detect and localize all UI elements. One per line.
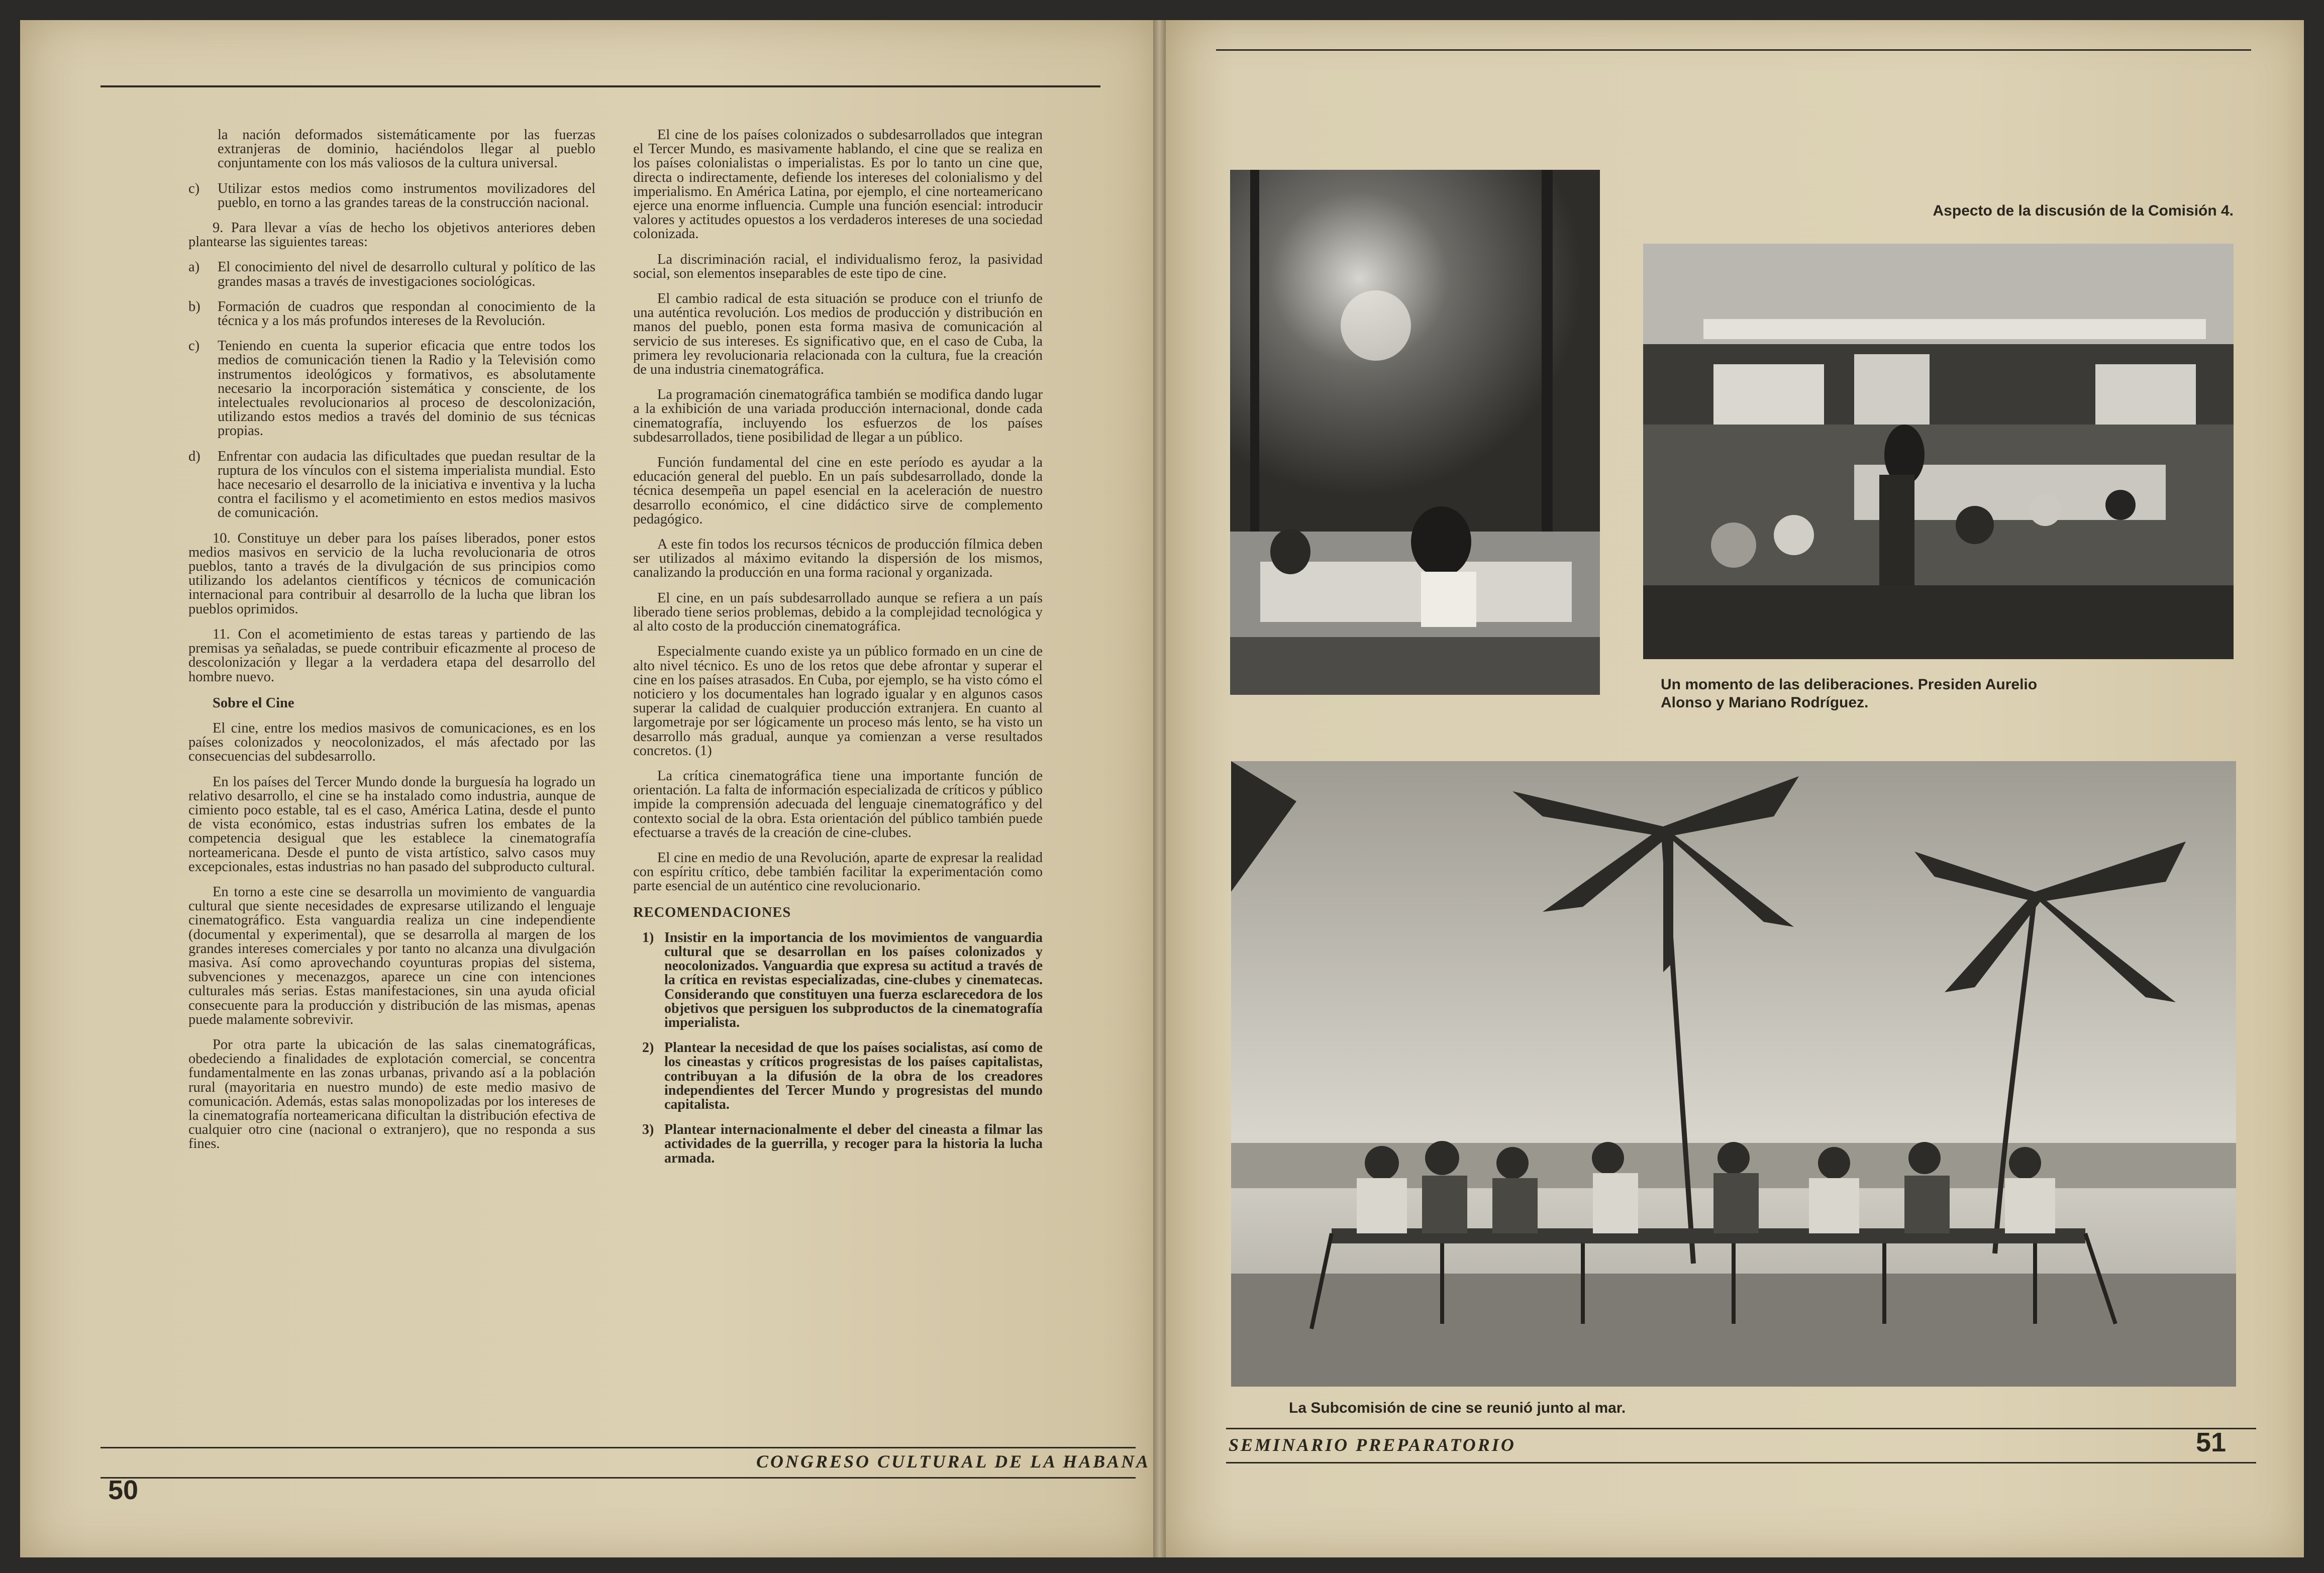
left-page [20,20,1153,1557]
photo-commission-room-image [1230,170,1600,695]
recommendation-1: 1) Insistir en la importancia de los movimientos de vanguardia cultural que se desarrollan en los países colonizados y neocolonizados. Vanguardia que expresa su actitud a través de la crítica en revistas especializadas, cine-clubes y cinematecas. Considerando que constituyen una fuerza esclarecedora de los objetivos que persiguen los subproductos de la cinematografía imperialista. [642,929,1043,1030]
recommendation-3: 3) Plantear internacionalmente el deber del cineasta a filmar las actividades de la guerrilla, y recoger para la historia la lucha armada. [642,1122,1043,1166]
page-number: 51 [2196,1427,2227,1457]
footer-title: SEMINARIO PREPARATORIO [1229,1435,1516,1455]
para-10: 10. Constituye un deber para los países liberados, poner estos medios masivos en servicio de la lucha revolucionaria de otros pueblos, tanto a través de la divulgación de sus principios como utilizando los adelantos científicos y técnicos de comunicación internacional para contribuir al desarrollo de la lucha que libran los pueblos oprimidos. [188,530,595,617]
footer-rule-top [1226,1428,2256,1429]
footer-title: CONGRESO CULTURAL DE LA HABANA [756,1451,1151,1472]
item-b-tail: la nación deformados sistemáticamente por las fuerzas extranjeras de dominio, haciéndolos llegar al pueblo conjuntamente con los más valiosos de la cultura universal. [218,127,595,171]
col2-para-4: La programación cinematográfica también se modifica dando lugar a la exhibición de una variada producción internacional, donde cada cinematografía, incluyendo los esfuerzos de los países subdesarrollados, tiene posibilidad de llegar a un público. [633,387,1043,445]
photo-beach-meeting [1231,761,2236,1387]
photo-deliberations-image [1643,244,2234,659]
col2-para-7: El cine, en un país subdesarrollado aunque se refiera a un país liberado tiene serios problemas, debido a la complejidad tecnológica y al alto costo de la producción cinematográfica. [633,590,1043,635]
footer-rule-top [100,1447,1136,1448]
photo-commission-room [1230,170,1600,695]
col2-para-10: El cine en medio de una Revolución, aparte de expresar la realidad con espíritu crítico, debe también facilitar la experimentación como parte esencial de un auténtico cine revolucionario. [633,850,1043,894]
col2-para-6: A este fin todos los recursos técnicos de producción fílmica deben ser utilizados al máximo evitando la dispersión de los mismos, canalizando la producción en una forma racional y organizada. [633,537,1043,581]
top-rule [1216,49,2251,51]
heading-recomendaciones: RECOMENDACIONES [633,904,791,920]
caption-commission-4: Aspecto de la discusión de la Comisión 4. [1933,202,2234,219]
photo-deliberations [1643,244,2234,659]
book-spine [1153,20,1166,1557]
task-c: c) Teniendo en cuenta la superior eficacia que entre todos los medios de comunicación tienen la Radio y la Televisión como instrumentos ideológicos y formativos, es absolutamente necesario la incorporación sistemática y consciente, de los intelectuales revolucionarios al proceso de descolonización, utilizando estos medios a través del dominio de sus técnicas propias. [188,338,595,439]
cine-para-3: En torno a este cine se desarrolla un movimiento de vanguardia cultural que siente necesidades de expresarse utilizando el lenguaje cinematográfico. Esta vanguardia realiza un cine independiente (documental y experimental), que se desarrolla al margen de los grandes intereses comerciales y por tanto no alcanza una divulgación masiva. Así como aprovechando coyunturas propias del sistema, subvenciones y mecenazgos, aparece un cine con intenciones culturales más serias. Estas manifestaciones, sin una ayuda oficial consecuente para la producción y distribución de las mismas, apenas puede malamente sobrevivir. [188,884,595,1027]
item-c: c) Utilizar estos medios como instrumentos movilizadores del pueblo, en torno a las grandes tareas de la construcción nacional. [188,180,595,211]
caption-deliberations: Un momento de las deliberaciones. Presiden Aurelio Alonso y Mariano Rodríguez. [1661,676,2038,711]
cine-para-1: El cine, entre los medios masivos de comunicaciones, es en los países colonizados y neocolonizados, el más afectado por las consecuencias del subdesarrollo. [188,720,595,765]
col2-para-5: Función fundamental del cine en este período es ayudar a la educación general del pueblo. En un país subdesarrollado, donde la técnica desempeña un papel esencial en la aceleración de nuestro desarrollo económico, el cine didáctico sirve de complemento pedagógico. [633,455,1043,527]
recommendation-2: 2) Plantear la necesidad de que los países socialistas, así como de los cineastas y críticos progresistas de los países capitalistas, contribuyan a la difusión de la obra de los creadores independientes del Tercer Mundo y progresistas del mundo capitalista. [642,1040,1043,1112]
page-number: 50 [108,1475,139,1505]
left-column-1 [188,128,595,1163]
col2-para-9: La crítica cinematográfica tiene una importante función de orientación. La falta de información especializada de críticos y público impide la comprensión adecuada del lenguaje cinematográfico y del contexto social de la obra. Esta orientación del público también puede efectuarse a través de la creación de cine-clubes. [633,768,1043,841]
para-9: 9. Para llevar a vías de hecho los objetivos anteriores deben plantearse las siguientes tareas: [188,220,595,250]
top-rule [100,85,1100,87]
cine-para-4: Por otra parte la ubicación de las salas cinematográficas, obedeciendo a finalidades de explotación comercial, se concentra fundamentalmente en las zonas urbanas, privando así a la población rural (mayoritaria en nuestro mundo) de este medio masivo de comunicación. Además, estas salas monopolizadas por los intereses de la cinematografía norteamericana dificultan la distribución efectiva de cualquier otro cine (nacional o extranjero), que no responda a sus fines. [188,1036,595,1152]
caption-beach: La Subcomisión de cine se reunió junto al mar. [1289,1400,1626,1416]
footer-rule-bottom [100,1477,1136,1479]
footer-rule-bottom [1226,1462,2256,1463]
para-11: 11. Con el acometimiento de estas tareas y partiendo de las premisas ya señaladas, se puede contribuir eficazmente al proceso de descolonización y llegar a la verdadera etapa del desarrollo del hombre nuevo. [188,626,595,685]
task-d: d) Enfrentar con audacia las dificultades que puedan resultar de la ruptura de los vínculos con el sistema imperialista mundial. Esto hace necesario el desarrollo de la iniciativa e inventiva y la lucha contra el facilismo y el acometimiento en estos medios masivos de comunicación. [188,448,595,521]
col2-para-1: El cine de los países colonizados o subdesarrollados que integran el Tercer Mundo, es masivamente hablando, el cine que se realiza en los países colonialistas o imperialistas. Es por lo tanto un cine que, directa o indirectamente, defiende los intereses del colonialismo y del imperialismo. En América Latina, por ejemplo, el cine norteamericano ejerce una enorme influencia. Cumple una función esencial: introducir valores y actitudes opuestos a los verdaderos intereses de una sociedad colonizada. [633,127,1043,242]
task-b: b) Formación de cuadros que respondan al conocimiento de la técnica y a los más profundos intereses de la Revolución. [188,298,595,329]
task-a: a) El conocimiento del nivel de desarrollo cultural y político de las grandes masas a través de investigaciones sociológicas. [188,259,595,289]
col2-para-2: La discriminación racial, el individualismo feroz, la pasividad social, son elementos inseparables de este tipo de cine. [633,251,1043,281]
cine-para-2: En los países del Tercer Mundo donde la burguesía ha logrado un relativo desarrollo, el cine se ha instalado como industria, aunque de cimiento poco estable, tal es el caso, América Latina, desde el punto de vista económico, estas industrias sufren los embates de la competencia desigual que les establece la cinematografía norteamericana. Desde el punto de vista artístico, salvo casos muy excepcionales, estas industrias no han pasado del subproducto cultural. [188,774,595,875]
right-page [1166,20,2304,1557]
heading-sobre-el-cine: Sobre el Cine [213,695,294,711]
col2-para-3: El cambio radical de esta situación se produce con el triunfo de una auténtica revolución. Los medios de producción y distribución en manos del pueblo, ponen esta forma masiva de comunicación al servicio de sus intereses. Es significativo que, en el caso de Cuba, la primera ley revolucionaria relacionada con la cultura, fue la creación de una industria cinematográfica. [633,291,1043,378]
left-column-2 [633,128,1043,1177]
photo-beach-meeting-image [1231,761,2236,1387]
col2-para-8: Especialmente cuando existe ya un público formado en un cine de alto nivel técnico. Es uno de los retos que debe afrontar y superar el cine en los países atrasados. En Cuba, por ejemplo, se ha visto cómo el noticiero y los documentales han logrado igualar y en algunos casos superar la calidad de cualquier producción extranjera. En cuanto al largometraje por ser lógicamente un proceso más lento, se ha visto un desarrollo más gradual, aunque ya comienzan a verse resultados concretos. (1) [633,644,1043,759]
